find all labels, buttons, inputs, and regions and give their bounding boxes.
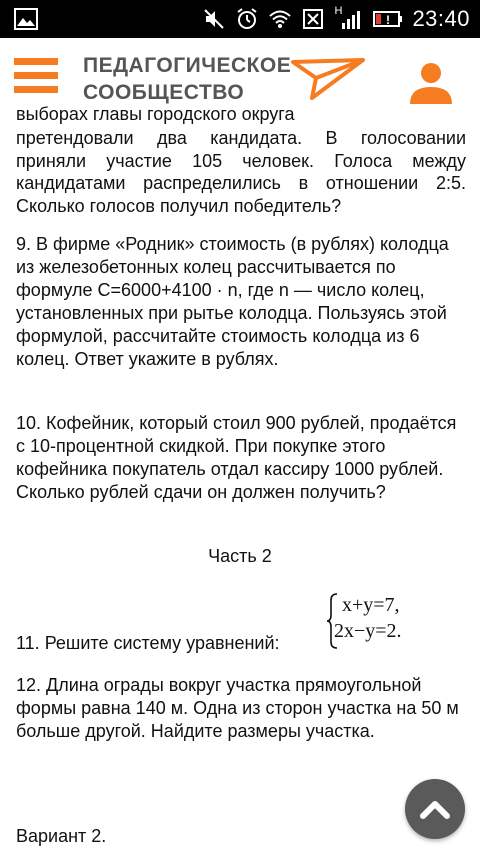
question-11: 11. Решите систему уравнений: bbox=[16, 633, 280, 653]
data-icon bbox=[301, 7, 325, 31]
site-logo-text[interactable]: ПЕДАГОГИЧЕСКОЕ СООБЩЕСТВО bbox=[83, 54, 292, 104]
question-9: 9. В фирме «Родник» стоимость (в рублях) колодца из железобетонных колец рассчитывается по формуле C=6000+4100 · n, где n — число колец, установленных при рытье колодца. Пользуясь этой формулой, рассчитайте стоимость колодца из 6 колец. Ответ укажите в рублях. bbox=[16, 234, 449, 369]
mute-icon bbox=[202, 7, 226, 31]
image-notification-icon bbox=[14, 8, 38, 30]
svg-text:!: ! bbox=[386, 13, 391, 27]
user-profile-icon[interactable] bbox=[408, 60, 454, 106]
equation-system bbox=[326, 592, 446, 650]
article-content[interactable] bbox=[0, 104, 480, 854]
paper-plane-logo-icon[interactable] bbox=[290, 56, 366, 102]
question-10: 10. Кофейник, который стоил 900 рублей, продаётся с 10-процентной скидкой. При покупке этого кофейника покупатель отдал кассиру 1000 рублей. Сколько рублей сдачи он должен получить? bbox=[16, 413, 457, 502]
wifi-icon bbox=[268, 7, 292, 31]
question-8-continuation: претендовали два кандидата. В голосовании приняли участие 105 человек. Голоса между кандидатами распределились в отношении 2:5. Сколько голосов получил победитель? bbox=[16, 128, 466, 216]
scroll-to-top-button[interactable] bbox=[405, 779, 465, 839]
clock: 23:40 bbox=[412, 6, 470, 31]
alarm-icon bbox=[235, 7, 259, 31]
question-12: 12. Длина ограды вокруг участка прямоугольной формы равна 140 м. Одна из сторон участка на 50 м больше другой. Найдите размеры участка. bbox=[16, 675, 459, 741]
part-2-heading: Часть 2 bbox=[208, 546, 272, 566]
chevron-up-icon bbox=[419, 796, 451, 820]
menu-icon[interactable] bbox=[14, 58, 58, 102]
network-type-label: H bbox=[334, 5, 343, 17]
partially-hidden-text: выборах главы городского округа bbox=[16, 104, 295, 124]
signal-icon bbox=[334, 7, 364, 31]
status-bar bbox=[0, 0, 480, 38]
battery-alert-icon bbox=[373, 7, 403, 31]
equation-2: 2x−y=2. bbox=[334, 620, 402, 642]
variant-heading: Вариант 2. bbox=[16, 826, 107, 846]
equation-1: x+y=7, bbox=[342, 594, 400, 616]
